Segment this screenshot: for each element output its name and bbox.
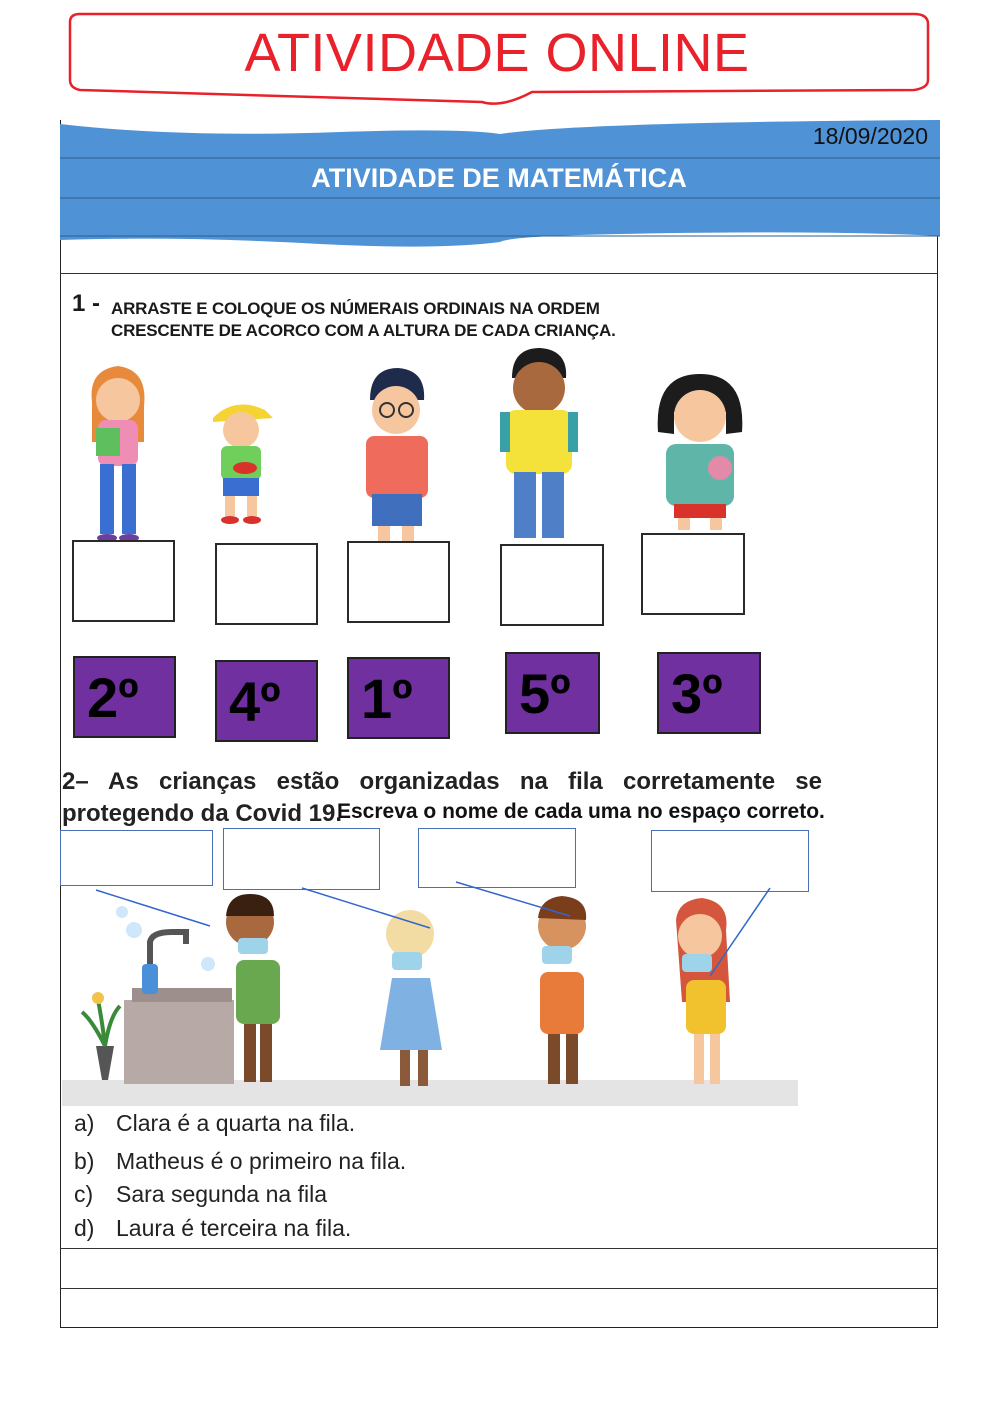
banner-title: ATIVIDADE ONLINE [244, 23, 750, 83]
drop-box-1[interactable] [72, 540, 175, 622]
date: 18/09/2020 [812, 123, 928, 149]
name-box-3[interactable] [418, 828, 576, 888]
ordinal-chip[interactable]: 3º [657, 652, 761, 734]
name-box-1[interactable] [60, 830, 213, 886]
ordinal-chip[interactable]: 2º [73, 656, 176, 738]
question2-line2-start: protegendo da Covid 19. [62, 800, 343, 827]
page-subtitle: ATIVIDADE DE MATEMÁTICA [311, 163, 687, 193]
ruled-line [60, 1288, 938, 1289]
ordinal-chip[interactable]: 1º [347, 657, 450, 739]
question1-number: 1 - [72, 290, 101, 317]
child-boy-with-glasses [356, 366, 436, 558]
drop-box-2[interactable] [215, 543, 318, 625]
child-girl-with-book [78, 362, 158, 544]
drop-box-3[interactable] [347, 541, 450, 623]
ordinal-chip[interactable]: 4º [215, 660, 318, 742]
ruled-line [60, 1248, 938, 1249]
child-boy-with-cap [205, 396, 277, 526]
option-d: d) Laura é terceira na fila. [74, 1215, 352, 1241]
question2-line2-end: Escreva o nome de cada uma no espaço correto. [337, 800, 825, 823]
child-boy-with-backpack [488, 348, 588, 546]
drop-box-4[interactable] [500, 544, 604, 626]
option-b: b) Matheus é o primeiro na fila. [74, 1148, 407, 1174]
option-c: c) Sara segunda na fila [74, 1181, 327, 1207]
question1-instruction: ARRASTE E COLOQUE OS NÚMERAIS ORDINAIS NA ORDEM CRESCENTE DE ACORCO COM A ALTURA DE CADA CRIANÇA. [111, 299, 616, 340]
option-a: a) Clara é a quarta na fila. [74, 1110, 356, 1136]
child-girl-with-doll [652, 372, 748, 532]
question2-line1: 2– As crianças estão organizadas na fila corretamente se [62, 768, 822, 795]
ordinal-chip[interactable]: 5º [505, 652, 600, 734]
queue-illustration [62, 880, 798, 1106]
drop-box-5[interactable] [641, 533, 745, 615]
ruled-line [60, 273, 938, 274]
